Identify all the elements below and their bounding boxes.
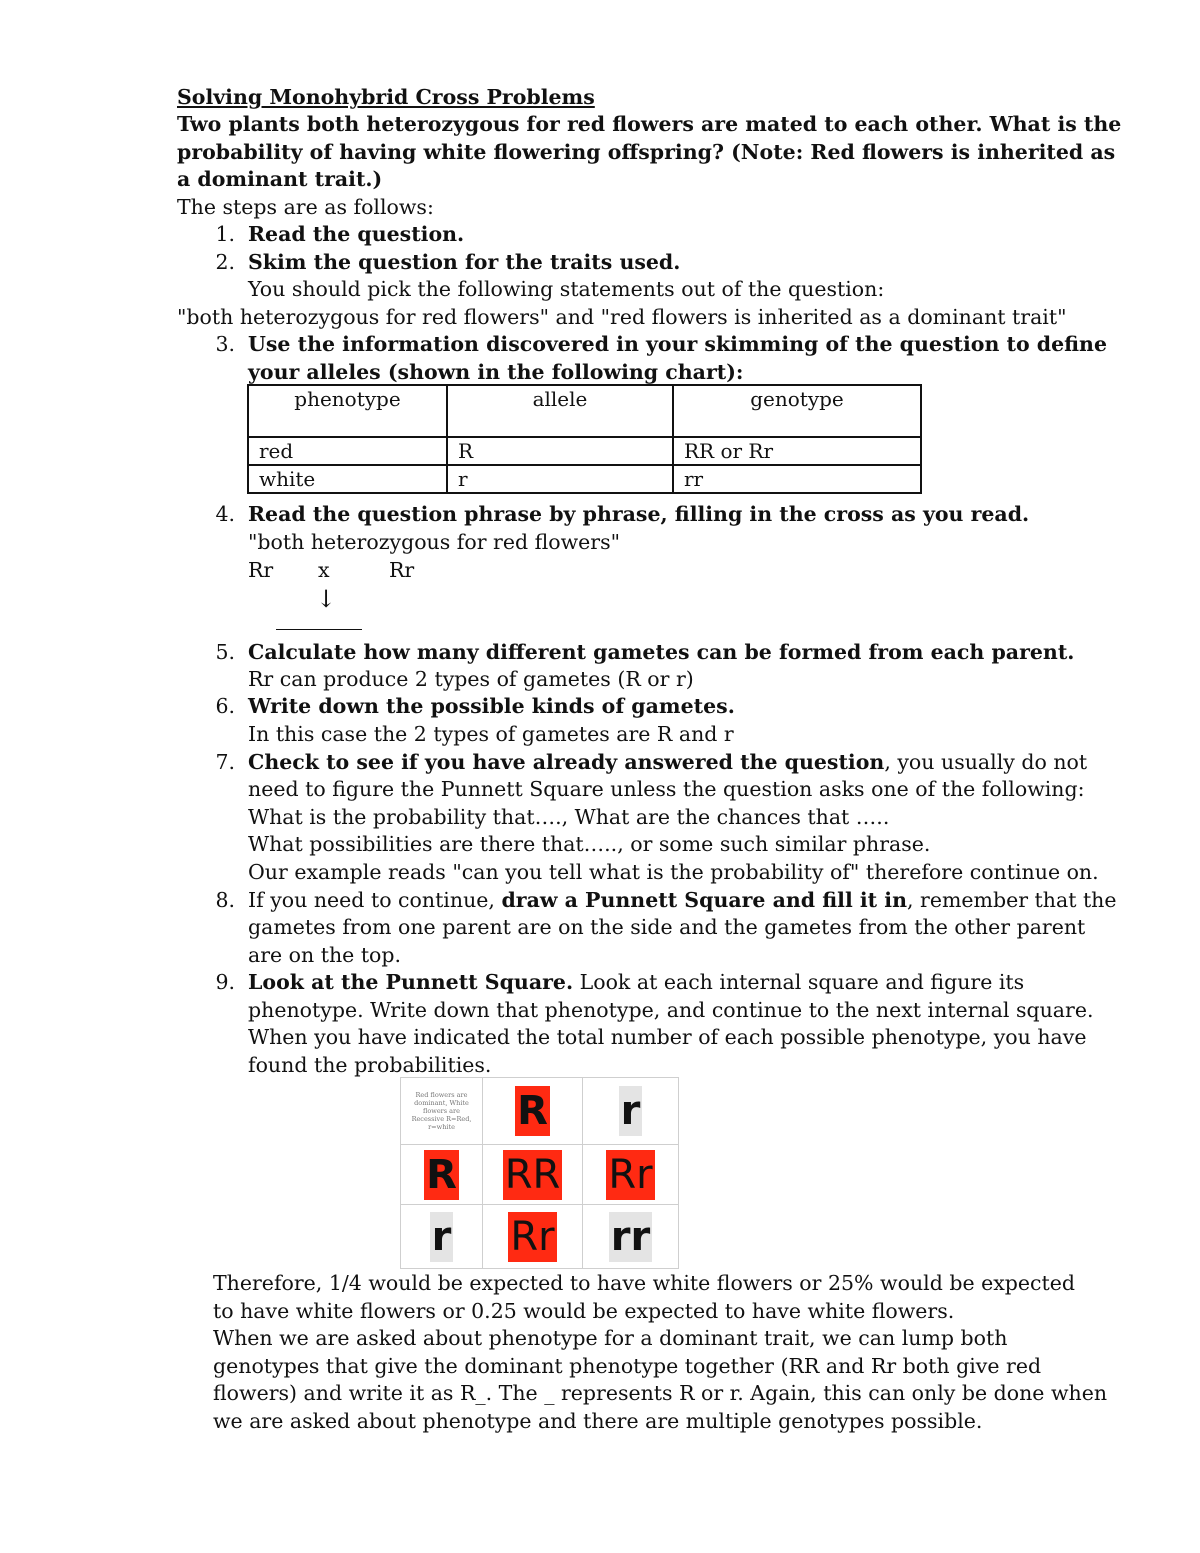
step-5-detail: Rr can produce 2 types of gametes (R or r) [248,667,694,691]
step-8-rest: , remember that the [906,888,1117,912]
step-9-line: phenotype. Write down that phenotype, and continue to the next internal square. [248,998,1094,1022]
step-3-line: Use the information discovered in your skimming of the question to define [248,332,1107,356]
gamete-label: r [620,1088,641,1134]
chart-header-cell: phenotype [248,385,447,437]
step-9-bold: Look at the Punnett Square. [248,970,574,994]
step-7-line: What possibilities are there that….., or some such similar phrase. [248,832,931,856]
step-number: 6. [215,694,235,718]
allele-chart-row [248,465,921,493]
chart-header-cell: genotype [673,385,921,437]
step-3-line: your alleles (shown in the following chart): [248,360,744,384]
chart-cell: rr [673,465,921,493]
punnett-offspring-cell [583,1205,678,1268]
step-4-quote: "both heterozygous for red flowers" [248,530,621,554]
question-line: Two plants both heterozygous for red flowers are mated to each other. What is the [177,112,1122,136]
punnett-top-gamete [583,1078,678,1145]
allele-chart-row [248,437,921,465]
step-2-quote: "both heterozygous for red flowers" and "red flowers is inherited as a dominant trait" [177,305,1067,329]
chart-header-cell: allele [447,385,673,437]
gamete-label: R [517,1088,548,1134]
step-7-line: Our example reads "can you tell what is the probability of" therefore continue on. [248,860,1099,884]
offspring-genotype: Rr [510,1213,555,1260]
step-number: 4. [215,502,235,526]
chart-cell: RR or Rr [673,437,921,465]
step-8-first-line [248,886,1117,914]
step-2-detail: You should pick the following statements out of the question: [248,277,885,301]
gamete-label: R [426,1151,457,1198]
step-9-rest: Look at each internal square and figure its [573,970,1025,994]
page-title: Solving Monohybrid Cross Problems [177,85,595,109]
offspring-genotype: RR [504,1151,561,1198]
step-8-line: are on the top. [248,943,402,967]
punnett-offspring-cell [483,1205,583,1268]
step-5-text: Calculate how many different gametes can be formed from each parent. [248,640,1075,664]
question-line: a dominant trait.) [177,167,383,191]
conclusion-line: we are asked about phenotype and there are multiple genotypes possible. [213,1409,983,1433]
step-number: 9. [215,970,235,994]
step-9-first-line [248,968,1024,996]
steps-intro: The steps are as follows: [177,195,434,219]
step-8-pre: If you need to continue, [248,888,502,912]
chart-cell: red [248,437,447,465]
conclusion-line: to have white flowers or 0.25 would be expected to have white flowers. [213,1299,955,1323]
punnett-side-gamete [401,1205,483,1268]
punnett-offspring-cell [483,1145,583,1205]
chart-cell: R [447,437,673,465]
step-number: 2. [215,250,235,274]
step-9-line: When you have indicated the total number of each possible phenotype, you have [248,1025,1087,1049]
cross-symbol: x [318,558,330,582]
step-number: 3. [215,332,235,356]
gamete-label: r [431,1213,452,1260]
chart-cell: white [248,465,447,493]
down-arrow-icon: ↓ [316,585,337,613]
punnett-top-gamete [483,1078,583,1145]
punnett-offspring-cell [583,1145,678,1205]
step-number: 7. [215,750,235,774]
step-number: 8. [215,888,235,912]
step-8-line: gametes from one parent are on the side and the gametes from the other parent [248,915,1086,939]
conclusion-line: When we are asked about phenotype for a dominant trait, we can lump both [213,1326,1008,1350]
step-number: 1. [215,222,235,246]
step-6-text: Write down the possible kinds of gametes. [248,694,735,718]
cross-right-parent: Rr [389,558,415,582]
answer-blank [276,629,362,630]
step-4-text: Read the question phrase by phrase, filling in the cross as you read. [248,502,1030,526]
step-7-first-line [248,748,1087,776]
offspring-genotype: Rr [608,1151,653,1198]
step-7-line: need to figure the Punnett Square unless the question asks one of the following: [248,777,1085,801]
step-1-text: Read the question. [248,222,465,246]
step-7-bold: Check to see if you have already answered the question [248,750,885,774]
step-7-line: What is the probability that…., What are the chances that ….. [248,805,890,829]
punnett-note: Red flowers are dominant, White flowers are Recessive R=Red, r=white [411,1091,472,1131]
step-number: 5. [215,640,235,664]
cross-left-parent: Rr [248,558,274,582]
step-9-line: found the probabilities. [248,1053,492,1077]
step-2-text: Skim the question for the traits used. [248,250,681,274]
conclusion-line: flowers) and write it as R_. The _ represents R or r. Again, this can only be done when [213,1381,1108,1405]
step-8-bold: draw a Punnett Square and fill it in [501,888,907,912]
question-line: probability of having white flowering offspring? (Note: Red flowers is inherited as [177,140,1116,164]
step-7-rest: , you usually do not [884,750,1088,774]
chart-cell: r [447,465,673,493]
allele-chart [247,384,922,494]
offspring-genotype: rr [610,1213,651,1260]
conclusion-line: genotypes that give the dominant phenotype together (RR and Rr both give red [213,1354,1042,1378]
conclusion-line: Therefore, 1/4 would be expected to have white flowers or 25% would be expected [213,1271,1076,1295]
punnett-corner [401,1078,483,1145]
step-6-detail: In this case the 2 types of gametes are R and r [248,722,734,746]
punnett-square [400,1077,679,1269]
punnett-side-gamete [401,1145,483,1205]
allele-chart-header-row [248,385,921,437]
